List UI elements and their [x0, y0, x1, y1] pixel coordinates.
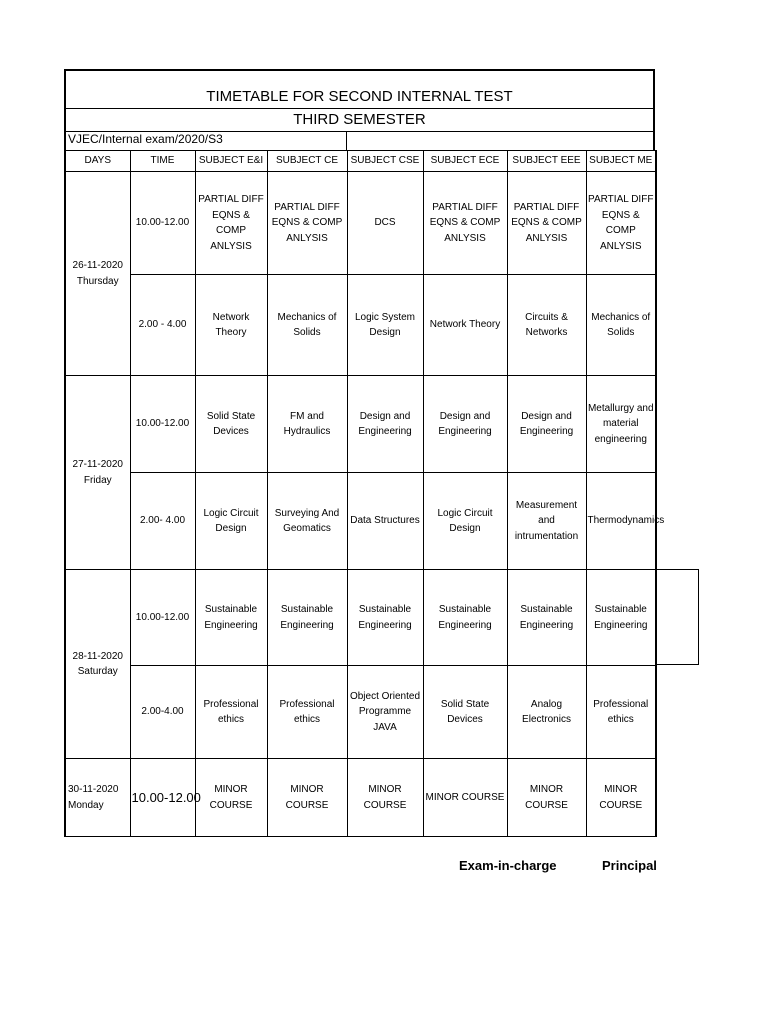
day-cell	[65, 570, 130, 759]
principal-signature: Principal	[602, 858, 657, 873]
header-time: TIME	[130, 151, 195, 172]
table-row	[65, 172, 656, 275]
table-row	[65, 473, 656, 570]
subject-cell: PARTIAL DIFF EQNS & COMP ANLYSIS	[423, 172, 507, 275]
semester-heading: THIRD SEMESTER	[64, 108, 655, 132]
table-row	[65, 275, 656, 376]
subject-cell: MINOR COURSE	[195, 759, 267, 837]
subject-cell: Sustainable Engineering	[586, 570, 656, 666]
subject-cell: MINOR COURSE	[586, 759, 656, 837]
header-subject-ece: SUBJECT ECE	[423, 151, 507, 172]
header-subject-eee: SUBJECT EEE	[507, 151, 586, 172]
subject-cell: Sustainable Engineering	[195, 570, 267, 666]
subject-cell: Logic System Design	[347, 275, 423, 376]
subject-cell: Network Theory	[423, 275, 507, 376]
exam-in-charge-signature: Exam-in-charge	[459, 858, 557, 873]
subject-cell: Professional ethics	[267, 666, 347, 759]
table-row	[65, 759, 656, 837]
time-cell: 10.00-12.00	[130, 759, 195, 837]
subject-cell: Solid State Devices	[195, 376, 267, 473]
subject-cell: Object Oriented Programme JAVA	[347, 666, 423, 759]
reference-row	[64, 131, 655, 151]
subject-cell: Logic Circuit Design	[423, 473, 507, 570]
subject-cell: Surveying And Geomatics	[267, 473, 347, 570]
day-weekday: Saturday	[77, 666, 118, 677]
subject-cell: Sustainable Engineering	[347, 570, 423, 666]
subject-cell: FM and Hydraulics	[267, 376, 347, 473]
day-weekday: Monday	[68, 799, 104, 811]
subject-cell: MINOR COURSE	[423, 759, 507, 837]
timetable-title: TIMETABLE FOR SECOND INTERNAL TEST	[64, 69, 655, 109]
subject-cell: MINOR COURSE	[267, 759, 347, 837]
subject-cell: Logic Circuit Design	[195, 473, 267, 570]
subject-cell: Mechanics of Solids	[267, 275, 347, 376]
day-date: 27-11-2020	[72, 459, 123, 470]
subject-cell: Mechanics of Solids	[586, 275, 656, 376]
subject-cell: MINOR COURSE	[347, 759, 423, 837]
subject-cell: Circuits & Networks	[507, 275, 586, 376]
reference-divider	[346, 131, 347, 150]
header-subject-cse: SUBJECT CSE	[347, 151, 423, 172]
time-cell: 2.00 - 4.00	[130, 275, 195, 376]
subject-cell: DCS	[347, 172, 423, 275]
time-cell: 2.00- 4.00	[130, 473, 195, 570]
subject-cell: Analog Electronics	[507, 666, 586, 759]
time-cell: 2.00-4.00	[130, 666, 195, 759]
header-subject-ei: SUBJECT E&I	[195, 151, 267, 172]
table-row	[65, 666, 656, 759]
reference-code: VJEC/Internal exam/2020/S3	[68, 132, 223, 146]
subject-cell: Data Structures	[347, 473, 423, 570]
subject-cell: Solid State Devices	[423, 666, 507, 759]
subject-cell: Professional ethics	[586, 666, 656, 759]
day-cell	[65, 376, 130, 570]
subject-cell: Metallurgy and material engineering	[586, 376, 656, 473]
header-subject-me: SUBJECT ME	[586, 151, 656, 172]
header-row	[65, 151, 656, 172]
day-date: 28-11-2020	[72, 650, 123, 662]
subject-cell: PARTIAL DIFF EQNS & COMP ANLYSIS	[507, 172, 586, 275]
subject-cell: PARTIAL DIFF EQNS & COMP ANLYSIS	[267, 172, 347, 275]
day-weekday: Thursday	[76, 275, 119, 287]
day-weekday: Friday	[83, 474, 112, 486]
subject-cell: Network Theory	[195, 275, 267, 376]
subject-cell: PARTIAL DIFF EQNS & COMP ANLYSIS	[586, 172, 656, 275]
subject-cell: Sustainable Engineering	[423, 570, 507, 666]
subject-cell: Design and Engineering	[507, 376, 586, 473]
day-date: 30-11-2020	[68, 784, 119, 795]
subject-cell: Measurement and intrumentation	[507, 473, 586, 570]
subject-cell: Thermodynamics	[586, 473, 656, 570]
subject-cell: Design and Engineering	[347, 376, 423, 473]
table-row	[65, 570, 656, 666]
subject-cell: Design and Engineering	[423, 376, 507, 473]
day-date: 26-11-2020	[72, 260, 123, 271]
day-cell	[65, 759, 130, 837]
time-cell: 10.00-12.00	[130, 376, 195, 473]
time-cell: 10.00-12.00	[130, 570, 195, 666]
stray-cell-border	[655, 569, 699, 665]
time-cell: 10.00-12.00	[130, 172, 195, 275]
subject-cell: MINOR COURSE	[507, 759, 586, 837]
subject-cell: Sustainable Engineering	[267, 570, 347, 666]
header-subject-ce: SUBJECT CE	[267, 151, 347, 172]
timetable-grid	[64, 150, 665, 837]
header-days: DAYS	[65, 151, 130, 172]
subject-cell: Professional ethics	[195, 666, 267, 759]
day-cell	[65, 172, 130, 376]
table-row	[65, 376, 656, 473]
subject-cell: PARTIAL DIFF EQNS & COMP ANLYSIS	[195, 172, 267, 275]
subject-cell: Sustainable Engineering	[507, 570, 586, 666]
